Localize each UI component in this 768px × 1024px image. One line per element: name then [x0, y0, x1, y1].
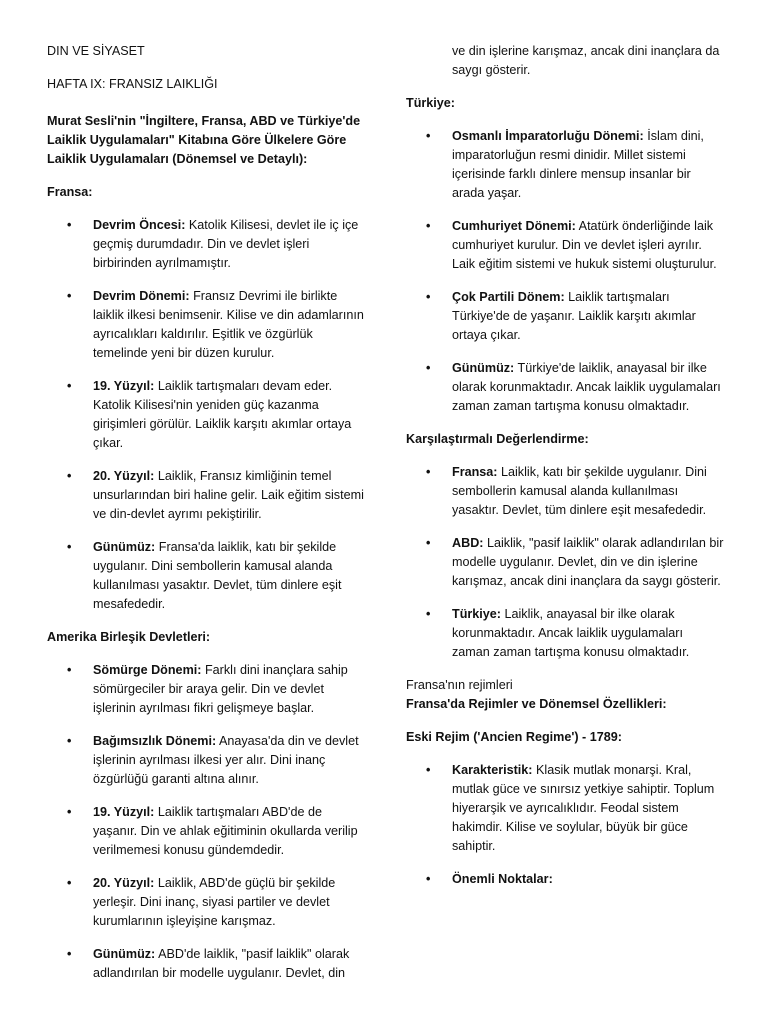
regimes-heading: Fransa'da Rejimler ve Dönemsel Özellikleri: [406, 697, 667, 711]
bullet-icon: • [426, 219, 431, 233]
list-item: • Fransa: Laiklik, katı bir şekilde uygulanır. Dini sembollerin kamusal alanda kullanılması yasaktır. Devlet, tüm dinlere eşit mesafededir. [426, 465, 707, 517]
bullet-icon: • [67, 663, 72, 677]
list-item: • Devrim Dönemi: Fransız Devrimi ile birlikte laiklik ilkesi benimsenir. Kilise ve din adamlarının ayrıcalıkları kaldırılır. Eşitlik ve özgürlük temelinde yeni bir düzen kurulur. [67, 289, 364, 360]
list-item: • 19. Yüzyıl: Laiklik tartışmaları devam eder. Katolik Kilisesi'nin yeniden güç kazanma girişimleri görülür. Laiklik karşıtı akımlar ortaya çıkar. [67, 379, 352, 450]
bullet-icon: • [426, 129, 431, 143]
bullet-icon: • [67, 289, 72, 303]
list-item: • Çok Partili Dönem: Laiklik tartışmaları Türkiye'de de yaşanır. Laiklik karşıtı akımlar ortaya çıkar. [426, 290, 696, 342]
bullet-icon: • [67, 947, 72, 961]
list-item: • Cumhuriyet Dönemi: Atatürk önderliğinde laik cumhuriyet kurulur. Din ve devlet işleri ayrılır. Laik eğitim sistemi ve hukuk sistemi oluşturulur. [426, 219, 717, 271]
list-turkey [406, 127, 724, 416]
section-heading-france: Fransa: [47, 185, 93, 199]
list-item: • Önemli Noktalar: [406, 870, 724, 889]
bullet-icon: • [67, 876, 72, 890]
bullet-icon: • [67, 540, 72, 554]
left-column [47, 0, 365, 997]
bullet-icon: • [426, 763, 431, 777]
course-title: DIN VE SİYASET [47, 44, 145, 58]
list-item: • Günümüz: ABD'de laiklik, "pasif laiklik" olarak adlandırılan bir modelle uygulanır. Devlet, din [67, 947, 350, 980]
list-france [47, 216, 365, 614]
section-heading-comparison: Karşılaştırmalı Değerlendirme: [406, 432, 589, 446]
bullet-icon: • [426, 872, 431, 886]
right-column [406, 0, 724, 903]
bullet-icon: • [426, 607, 431, 621]
bullet-icon: • [67, 734, 72, 748]
bullet-icon: • [426, 536, 431, 550]
list-item: • Bağımsızlık Dönemi: Anayasa'da din ve devlet işlerinin ayrılması ilkesi yer alır. Dini inanç özgürlüğü garanti altına alınır. [67, 734, 359, 786]
section-heading-turkey: Türkiye: [406, 96, 455, 110]
bullet-icon: • [426, 290, 431, 304]
bullet-icon: • [67, 469, 72, 483]
list-item: • Devrim Öncesi: Katolik Kilisesi, devlet ile iç içe geçmiş durumdadır. Din ve devlet işleri birbirinden ayrılmamıştır. [67, 218, 359, 270]
regimes-label: Fransa'nın rejimleri [406, 678, 513, 692]
list-item: • 20. Yüzyıl: Laiklik, ABD'de güçlü bir şekilde yerleşir. Dini inanç, siyasi partiler ve devlet kurumlarının işleyişine karışmaz. [67, 876, 336, 928]
bullet-icon: • [67, 218, 72, 232]
bullet-icon: • [67, 379, 72, 393]
bullet-icon: • [426, 465, 431, 479]
list-item: • Günümüz: Türkiye'de laiklik, anayasal bir ilke olarak korunmaktadır. Ancak laiklik uygulamaları zaman zaman tartışma konusu olmaktadır. [426, 361, 721, 413]
list-item: • Osmanlı İmparatorluğu Dönemi: İslam dini, imparatorluğun resmi dinidir. Millet sistemi içerisinde farklı dinlere mensup insanlar bir arada yaşar. [426, 129, 704, 200]
usa-continuation: ve din işlerine karışmaz, ancak dini inançlara da saygı gösterir. [452, 44, 720, 77]
list-item: • Sömürge Dönemi: Farklı dini inançlara sahip sömürgeciler bir araya gelir. Din ve devlet işlerinin ayrılması fikri gelişmeye başlar. [67, 663, 348, 715]
bullet-icon: • [67, 805, 72, 819]
list-item: • Türkiye: Laiklik, anayasal bir ilke olarak korunmaktadır. Ancak laiklik uygulamaları zaman zaman tartışma konusu olmaktadır. [426, 607, 690, 659]
bullet-icon: • [426, 361, 431, 375]
week-title: HAFTA IX: FRANSIZ LAIKLIĞI [47, 77, 218, 91]
section-heading-usa: Amerika Birleşik Devletleri: [47, 630, 211, 644]
list-item: • ABD: Laiklik, "pasif laiklik" olarak adlandırılan bir modelle uygulanır. Devlet, din ve din işlerine karışmaz, ancak dini inançlara da saygı gösterir. [426, 536, 724, 588]
main-heading: Murat Sesli'nin "İngiltere, Fransa, ABD ve Türkiye'de Laiklik Uygulamaları" Kitabına Göre Ülkelere Göre Laiklik Uygulamaları (Dönemsel ve Detaylı): [47, 114, 361, 166]
list-item: • Günümüz: Fransa'da laiklik, katı bir şekilde uygulanır. Dini sembollerin kamusal alanda kullanılması yasaktır. Devlet, tüm dinlere eşit mesafededir. [67, 540, 342, 611]
list-usa [47, 661, 365, 983]
list-old-regime [406, 761, 724, 889]
section-heading-old-regime: Eski Rejim ('Ancien Regime') - 1789: [406, 730, 622, 744]
list-item: • 19. Yüzyıl: Laiklik tartışmaları ABD'de de yaşanır. Din ve ahlak eğitiminin okullarda verilip verilmemesi konusu gündemdedir. [67, 805, 358, 857]
list-item: • 20. Yüzyıl: Laiklik, Fransız kimliğinin temel unsurlarından biri haline gelir. Laik eğitim sistemi ve din-devlet ayrımı pekiştirilir. [67, 469, 364, 521]
list-item: • Karakteristik: Klasik mutlak monarşi. Kral, mutlak güce ve sınırsız yetkiye sahiptir. Toplum hiyerarşik ve ayrıcalıklıdır. Feodal sistem hakimdir. Kilise ve soylular, büyük bir güce sahiptir. [426, 763, 715, 853]
list-comparison [406, 463, 724, 662]
